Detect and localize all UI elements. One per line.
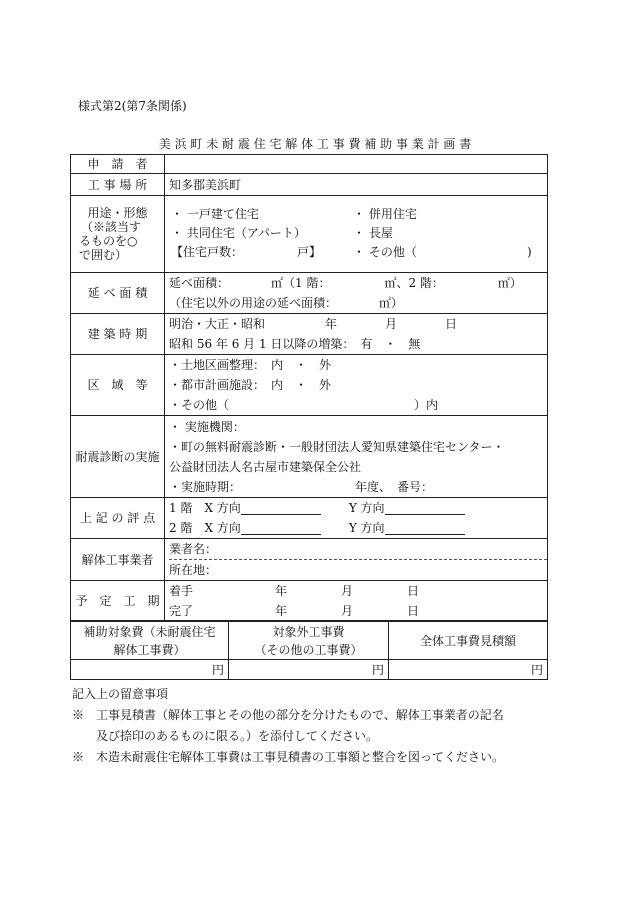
notes-heading: 記入上の留意事項 [72, 687, 169, 701]
area-field[interactable] [165, 273, 548, 314]
contractor-label: 解体工事業者 [71, 539, 165, 581]
usage-option[interactable]: ・ 一戸建て住宅 [171, 207, 259, 221]
diag-field[interactable] [165, 416, 548, 498]
schedule-start: 着手 [169, 584, 194, 598]
diag-line: ・ 実施機関： [169, 419, 245, 434]
site-label: 工 事 場 所 [71, 174, 165, 196]
cost-table [70, 621, 548, 680]
contractor-address[interactable]: 所在地： [169, 559, 547, 580]
schedule-end: 完了 [169, 604, 194, 618]
usage-close-paren: ) [527, 245, 532, 259]
diag-label: 耐震診断の実施 [71, 416, 165, 498]
usage-label-line: で囲む） [79, 248, 128, 262]
score-row [169, 498, 543, 518]
applicant-field[interactable] [165, 155, 548, 174]
score-row [169, 518, 543, 538]
cost-header-total: 全体工事費見積額 [389, 622, 548, 660]
score-y: Y 方向 [348, 501, 385, 515]
built-field[interactable] [165, 314, 548, 355]
note-item: ※ 木造未耐震住宅解体工事費は工事見積書の工事額と整合を図ってください。 [72, 750, 505, 764]
schedule-month: 月 [341, 604, 354, 618]
notes [72, 684, 504, 768]
usage-label-line: （※該当す [81, 220, 142, 234]
score-x: 2 階 X 方向 [169, 521, 241, 535]
cost-header-subsidy [71, 622, 229, 660]
note-item: 及び捺印のあるものに限る。）を添付してください。 [72, 729, 379, 743]
diag-line: ・町の無料耐震診断・一般財団法人愛知県建築住宅センター・ [169, 439, 505, 454]
area-line: （住宅以外の用途の延べ面積： ㎡） [169, 296, 404, 310]
score-blank[interactable] [385, 522, 465, 535]
schedule-label: 予 定 工 期 [71, 581, 165, 621]
usage-option[interactable]: ・ 長屋 [353, 226, 393, 240]
score-field[interactable] [165, 498, 548, 539]
usage-option[interactable]: ・ その他（ [353, 245, 417, 259]
built-date-line: 明治・大正・昭和 年 月 日 [169, 317, 458, 331]
plan-form-table [70, 154, 548, 621]
cost-header-line: （その他の工事費） [254, 642, 363, 657]
zone-line: ・都市計画施設： 内 ・ 外 [169, 378, 332, 392]
score-x: 1 階 X 方向 [169, 501, 241, 515]
score-blank[interactable] [385, 502, 465, 515]
built-extension-line: 昭和 56 年 6 月 1 日以降の増築： 有 ・ 無 [169, 337, 421, 351]
cost-excluded-amount[interactable]: 円 [229, 660, 389, 680]
site-value[interactable]: 知多郡美浜町 [165, 174, 548, 196]
contractor-name[interactable]: 業者名： [169, 542, 218, 556]
schedule-day: 日 [407, 584, 420, 598]
applicant-label: 申 請 者 [71, 155, 165, 174]
diag-line: 公益財団法人名古屋市建築保全公社 [169, 459, 362, 474]
cost-subsidy-amount[interactable]: 円 [71, 660, 229, 680]
zone-other-line [169, 395, 543, 415]
zone-other: ・その他（ [169, 398, 230, 412]
usage-label-line: るものを○ [79, 234, 138, 248]
usage-label [71, 196, 165, 273]
usage-options[interactable] [165, 196, 548, 273]
zone-other-suffix: ）内 [414, 398, 439, 412]
score-label: 上 記 の 評 点 [71, 498, 165, 539]
built-label: 建 築 時 期 [71, 314, 165, 355]
schedule-year: 年 [275, 604, 288, 618]
schedule-year: 年 [275, 584, 288, 598]
note-item: ※ 工事見積書（解体工事とその他の部分を分けたもので、解体工事業者の記名 [72, 708, 504, 722]
usage-option[interactable]: ・ 共同住宅（アパート） [171, 226, 306, 240]
unit-count[interactable]: 【住宅戸数： 戸】 [171, 245, 322, 259]
cost-header-line: 対象外工事費 [272, 624, 345, 639]
area-label: 延 べ 面 積 [71, 273, 165, 314]
cost-header-line: 解体工事費） [113, 642, 186, 657]
usage-option[interactable]: ・ 併用住宅 [353, 207, 417, 221]
diag-line: ・実施時期： 年度、 番号： [169, 479, 434, 494]
schedule-day: 日 [407, 604, 420, 618]
form-id: 様式第2(第7条関係) [78, 99, 187, 113]
cost-total-amount[interactable]: 円 [389, 660, 548, 680]
area-line: 延べ面積： ㎡（1 階： ㎡、2 階： ㎡） [169, 276, 522, 290]
usage-label-line: 用途・形態 [87, 206, 148, 220]
score-y: Y 方向 [348, 521, 385, 535]
schedule-field[interactable] [165, 581, 548, 621]
score-blank[interactable] [241, 502, 321, 515]
zone-line: ・土地区画整理： 内 ・ 外 [169, 358, 332, 372]
score-blank[interactable] [241, 522, 321, 535]
contractor-field[interactable] [165, 539, 548, 581]
schedule-month: 月 [341, 584, 354, 598]
cost-header-line: 補助対象費（未耐震住宅 [83, 624, 216, 639]
zone-field[interactable] [165, 355, 548, 416]
page-title: 美 浜 町 未 耐 震 住 宅 解 体 工 事 費 補 助 事 業 計 画 書 [158, 137, 472, 151]
zone-label: 区 域 等 [71, 355, 165, 416]
cost-header-excluded [229, 622, 389, 660]
